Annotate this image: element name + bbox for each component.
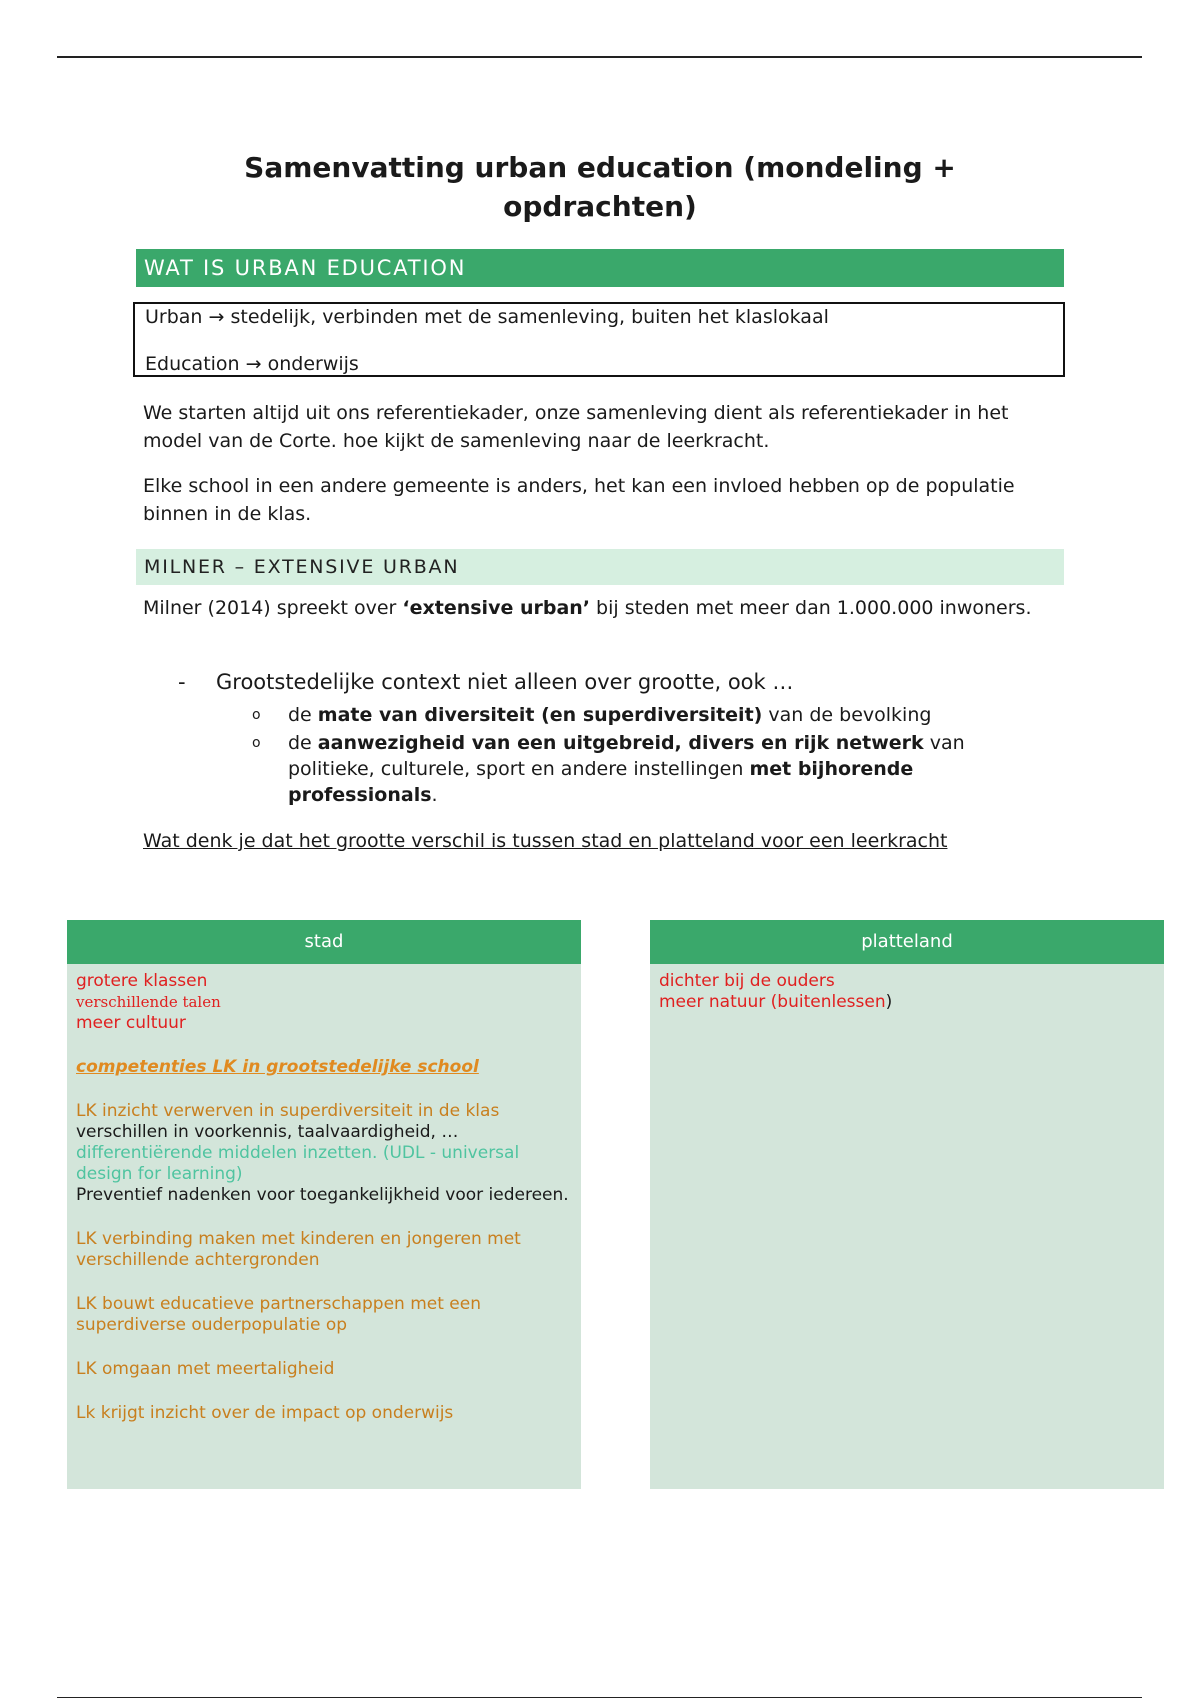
question-stad-platteland: Wat denk je dat het grootte verschil is tussen stad en platteland voor een leerkracht	[143, 830, 948, 852]
competentie-item: LK omgaan met meertaligheid	[76, 1359, 335, 1379]
paragraph-gemeente: Elke school in een andere gemeente is anders, het kan een invloed hebben op de populatie binnen in de klas.	[143, 475, 1015, 525]
sub-bullet-text	[288, 730, 1028, 808]
column-platteland	[650, 920, 1164, 1489]
sub1-before: de	[288, 704, 318, 726]
milner-intro-after: bij steden met meer dan 1.000.000 inwoners.	[590, 597, 1032, 619]
platteland-natuur-close: )	[885, 992, 893, 1012]
dash-bullet-icon: -	[178, 670, 186, 694]
competentie-item: LK inzicht verwerven in superdiversiteit in de klas	[76, 1101, 500, 1121]
definition-urban	[145, 306, 829, 328]
stad-item: verschillende talen	[76, 993, 221, 1011]
sub2-mid: van politieke, culturele, sport en andere instellingen	[288, 732, 965, 780]
definition-box	[133, 302, 1065, 377]
sub2-bold2: met bijhorende professionals	[288, 758, 914, 806]
milner-intro-bold: ‘extensive urban’	[402, 597, 591, 619]
arrow-icon: →	[208, 306, 225, 328]
competentie-item: LK bouwt educatieve partnerschappen met een superdiverse ouderpopulatie op	[76, 1294, 482, 1335]
sub1-bold: mate van diversiteit (en superdiversiteit)	[317, 704, 763, 726]
competentie-detail: differentiërende middelen inzetten. (UDL - universal design for learning)	[76, 1143, 520, 1184]
definition-education	[145, 353, 359, 375]
paragraph-referentiekader: We starten altijd uit ons referentiekader, onze samenleving dient als referentiekader in het model van de Corte. hoe kijkt de samenleving naar de leerkracht.	[143, 402, 1009, 452]
platteland-item-natuur	[659, 992, 1156, 1013]
stad-item: meer cultuur	[76, 1013, 186, 1033]
page-title: Samenvatting urban education (mondeling + opdrachten)	[244, 151, 956, 223]
platteland-natuur-text: meer natuur (buitenlessen	[659, 992, 886, 1012]
top-rule	[57, 56, 1142, 58]
sub2-before: de	[288, 732, 318, 754]
sub2-bold: aanwezigheid van een uitgebreid, divers en rijk netwerk	[317, 732, 924, 754]
bullet-text: Grootstedelijke context niet alleen over grootte, ook …	[216, 670, 794, 694]
sub1-after: van de bevolking	[762, 704, 932, 726]
competentie-item: LK verbinding maken met kinderen en jongeren met verschillende achtergronden	[76, 1229, 521, 1270]
competenties-heading: competenties LK in grootstedelijke school	[76, 1057, 479, 1077]
definition-education-text: onderwijs	[267, 353, 359, 375]
stad-item: grotere klassen	[76, 971, 208, 991]
definition-urban-text: stedelijk, verbinden met de samenleving, buiten het klaslokaal	[230, 306, 829, 328]
competentie-detail: verschillen in voorkennis, taalvaardigheid, …	[76, 1122, 459, 1142]
section-heading-urban-education: WAT IS URBAN EDUCATION	[136, 249, 1064, 287]
competentie-item: Lk krijgt inzicht over de impact op onderwijs	[76, 1403, 454, 1423]
column-body-platteland	[650, 964, 1164, 1013]
section-heading-milner: MILNER – EXTENSIVE URBAN	[136, 549, 1064, 585]
circle-bullet-icon: o	[252, 735, 261, 751]
competentie-detail: Preventief nadenken voor toegankelijkheid voor iedereen.	[76, 1185, 569, 1205]
column-body-stad	[67, 964, 581, 1424]
sub2-after: .	[431, 784, 438, 806]
milner-intro-before: Milner (2014) spreekt over	[143, 597, 403, 619]
term-urban: Urban	[145, 306, 203, 328]
column-header-stad: stad	[67, 920, 581, 964]
paragraph-milner	[143, 594, 1063, 622]
column-header-platteland: platteland	[650, 920, 1164, 964]
sub-bullet-text	[288, 702, 1028, 728]
platteland-item: dichter bij de ouders	[659, 971, 835, 991]
circle-bullet-icon: o	[252, 707, 261, 723]
term-education: Education	[145, 353, 240, 375]
column-stad	[67, 920, 581, 1489]
arrow-icon: →	[245, 353, 262, 375]
bottom-rule	[57, 1697, 1142, 1698]
